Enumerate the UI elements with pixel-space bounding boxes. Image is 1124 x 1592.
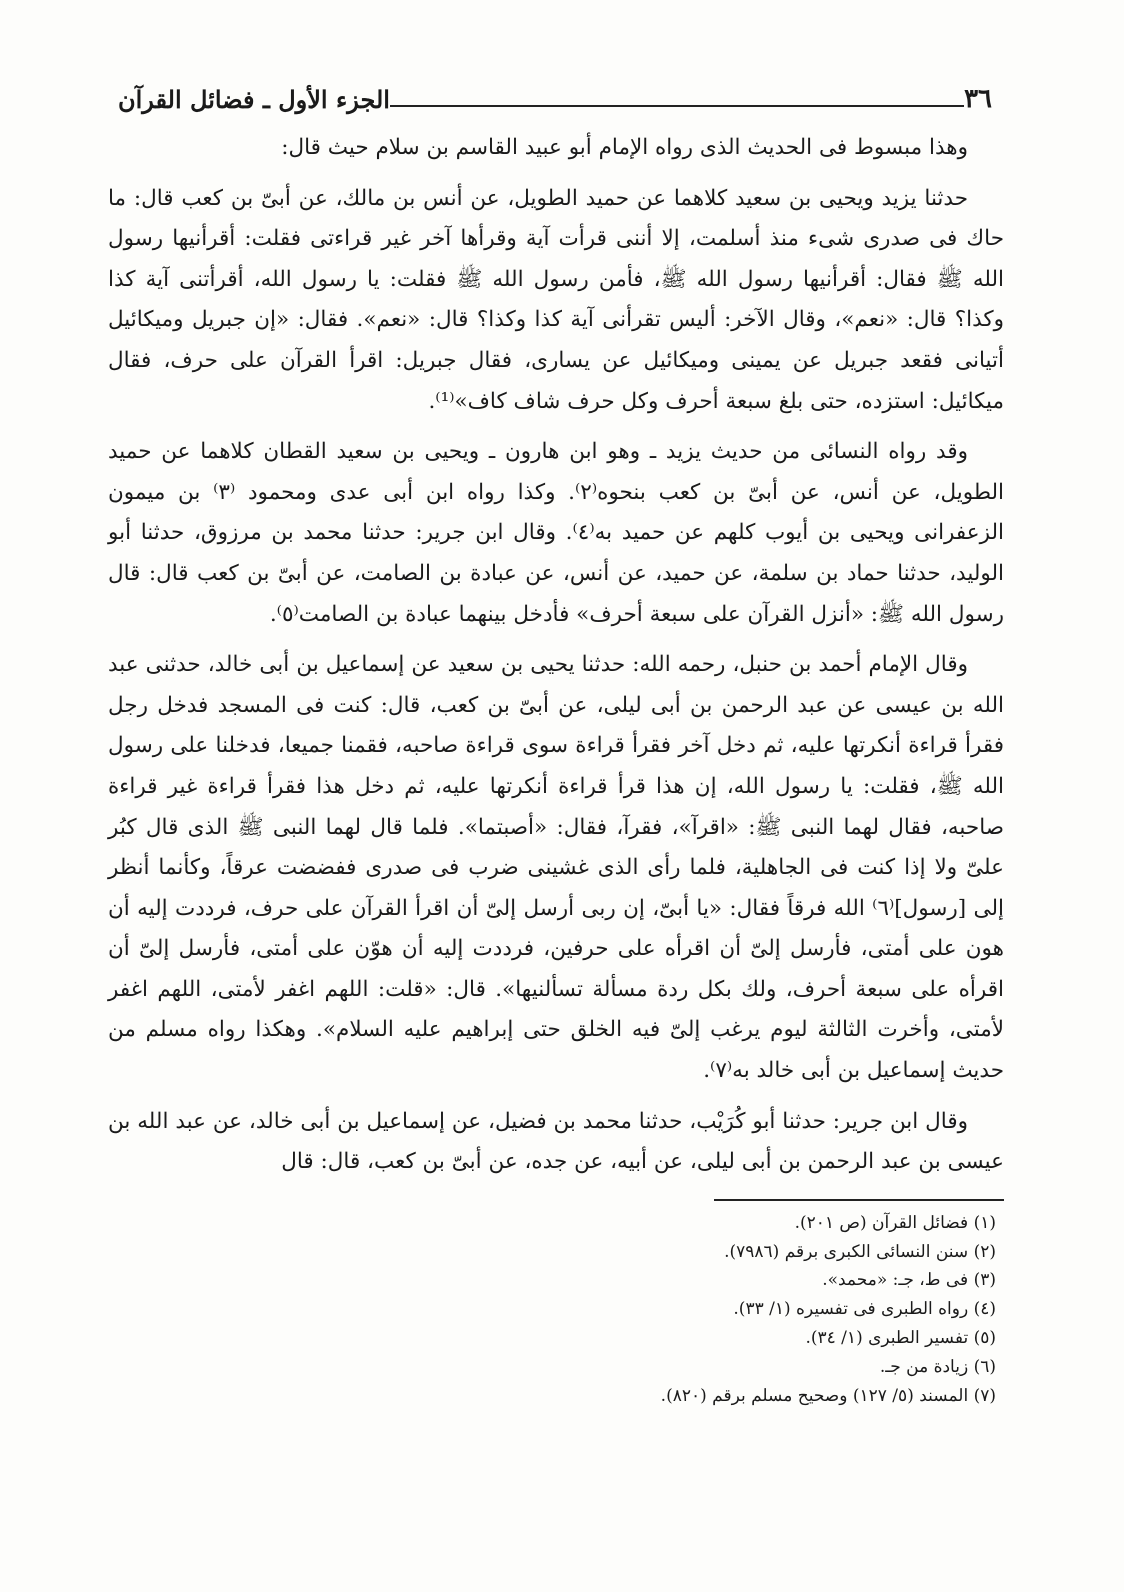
- running-title: الجزء الأول ـ فضائل القرآن: [118, 84, 390, 114]
- body-text: [108, 128, 1004, 1183]
- footnote: (١) فضائل القرآن (ص ٢٠١).: [794, 1212, 996, 1233]
- paragraph: حدثنا يزيد ويحيى بن سعيد كلاهما عن حميد الطويل، عن أنس بن مالك، عن أبىّ بن كعب قال: ما حاك فى صدرى شىء منذ أسلمت، إلا أننى قرأت آية وقرأها آخر غير قراءتى فقلت: أقرأنيها رسول الله ﷺ فقال: أقرأنيها رسول الله ﷺ، فأمن رسول الله ﷺ فقلت: يا رسول الله، أقرأتنى آية كذا وكذا؟ قال: «نعم»، وقال الآخر: أليس تقرأنى آية كذا وكذا؟ قال: «نعم». فقال: «إن جبريل وميكائيل أتيانى فقعد جبريل عن يمينى وميكائيل عن يسارى، فقال جبريل: اقرأ القرآن على حرف، فقال ميكائيل: استزده، حتى بلغ سبعة أحرف وكل حرف شاف كاف»⁽¹⁾.: [108, 185, 1004, 414]
- paragraph: وهذا مبسوط فى الحديث الذى رواه الإمام أبو عبيد القاسم بن سلام حيث قال:: [281, 135, 968, 160]
- footnote: (٣) فى ط، جـ: «محمد».: [822, 1270, 996, 1291]
- footnotes: [108, 1209, 1004, 1411]
- footnote: (٧) المسند (٥/ ١٢٧) وصحيح مسلم برقم (٨٢٠).: [660, 1385, 996, 1406]
- footnote: (٦) زيادة من جـ.: [879, 1356, 996, 1377]
- running-header: [108, 78, 1004, 120]
- paragraph: وقد رواه النسائى من حديث يزيد ـ وهو ابن هارون ـ ويحيى بن سعيد القطان كلاهما عن حميد الطويل، عن أنس، عن أبىّ بن كعب بنحوه⁽٢⁾. وكذا رواه ابن أبى عدى ومحمود ⁽٣⁾ بن ميمون الزعفرانى ويحيى بن أيوب كلهم عن حميد به⁽٤⁾. وقال ابن جرير: حدثنا محمد بن مرزوق، حدثنا أبو الوليد، حدثنا حماد بن سلمة، عن حميد، عن أنس، عن عبادة بن الصامت، عن أبىّ بن كعب قال: قال رسول الله ﷺ: «أنزل القرآن على سبعة أحرف» فأدخل بينهما عبادة بن الصامت⁽٥⁾.: [108, 439, 1004, 627]
- page-number: ٣٦: [964, 84, 992, 114]
- footnote-separator: [714, 1199, 1004, 1201]
- footnote: (٢) سنن النسائى الكبرى برقم (٧٩٨٦).: [724, 1241, 996, 1262]
- footnote: (٥) تفسير الطبرى (١/ ٣٤).: [805, 1328, 996, 1349]
- footnote: (٤) رواه الطبرى فى تفسيره (١/ ٣٣).: [733, 1299, 996, 1320]
- paragraph: وقال ابن جرير: حدثنا أبو كُرَيْب، حدثنا محمد بن فضيل، عن إسماعيل بن أبى خالد، عن عبد الله بن عيسى بن عبد الرحمن بن أبى ليلى، عن أبيه، عن جده، عن أبىّ بن كعب، قال: قال: [108, 1108, 1004, 1175]
- header-rule: [390, 105, 964, 107]
- paragraph: وقال الإمام أحمد بن حنبل، رحمه الله: حدثنا يحيى بن سعيد عن إسماعيل بن أبى خالد، حدثنى عبد الله بن عيسى عن عبد الرحمن بن أبى ليلى، عن أبىّ بن كعب، قال: كنت فى المسجد فدخل رجل فقرأ قراءة أنكرتها عليه، ثم دخل آخر فقرأ قراءة سوى قراءة صاحبه، فقمنا جميعا، فدخلنا على رسول الله ﷺ، فقلت: يا رسول الله، إن هذا قرأ قراءة أنكرتها عليه، ثم دخل هذا فقرأ قراءة غير قراءة صاحبه، فقال لهما النبى ﷺ: «اقرآ»، فقرآ، فقال: «أصبتما». فلما قال لهما النبى ﷺ الذى قال كبُر علىّ ولا إذا كنت فى الجاهلية، فلما رأى الذى غشينى ضرب فى صدرى ففضضت عرقاً، وكأنما أنظر إلى [رسول]⁽٦⁾ الله فرقاً فقال: «يا أبىّ، إن ربى أرسل إلىّ أن اقرأ القرآن على حرف، فرددت إليه أن هون على أمتى، فأرسل إلىّ أن اقرأه على حرفين، فرددت إليه أن هوّن على أمتى، فأرسل إلىّ أن اقرأه على سبعة أحرف، ولك بكل ردة مسألة تسألنيها». قال: «قلت: اللهم اغفر لأمتى، اللهم اغفر لأمتى، وأخرت الثالثة ليوم يرغب إلىّ فيه الخلق حتى إبراهيم عليه السلام». وهكذا رواه مسلم من حديث إسماعيل بن أبى خالد به⁽٧⁾.: [108, 652, 1004, 1084]
